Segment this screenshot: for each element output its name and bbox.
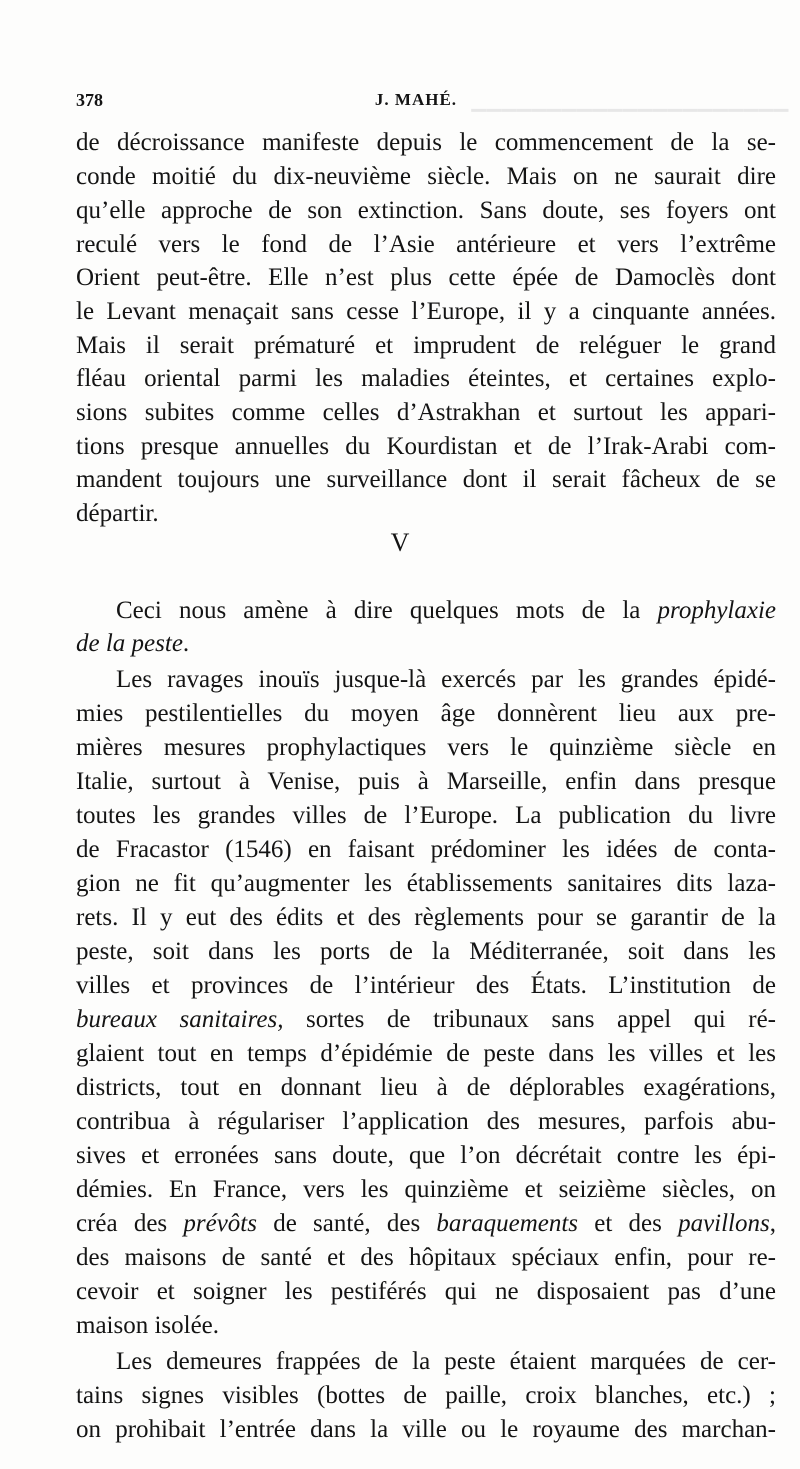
page-number: 378	[76, 90, 103, 110]
text-run: créa des	[76, 1210, 184, 1237]
text-line: toutes les grandes villes de l’Europe. La publication du livre	[76, 802, 776, 829]
text-line: mandent toujours une surveillance dont il serait fâcheux de se	[76, 466, 776, 493]
italic-term: bureaux sanitaires,	[76, 1006, 284, 1033]
text-line: Italie, surtout à Venise, puis à Marseille, enfin dans presque	[76, 768, 776, 795]
text-run: .	[182, 630, 190, 657]
text-line: cevoir et soigner les pestiférés qui ne disposaient pas d’une	[76, 1278, 776, 1305]
text-line: maison isolée.	[76, 1312, 220, 1339]
text-line: tains signes visibles (bottes de paille, croix blanches, etc.) ;	[76, 1382, 776, 1409]
text-line	[76, 628, 189, 660]
text-line: districts, tout en donnant lieu à de déplorables exagérations,	[76, 1074, 776, 1101]
text-line: qu’elle approche de son extinction. Sans doute, ses foyers ont	[76, 197, 776, 224]
text-line: Les ravages inouïs jusque-là exercés par les grandes épidé-	[116, 666, 776, 693]
text-run: sortes de tribunaux sans appel qui ré-	[283, 1006, 777, 1033]
text-line: villes et provinces de l’intérieur des États. L’institution de	[76, 972, 776, 999]
running-head	[76, 90, 756, 114]
text-line: peste, soit dans les ports de la Méditerranée, soit dans les	[76, 938, 776, 965]
text-line: Les demeures frappées de la peste étaient marquées de cer-	[116, 1348, 776, 1375]
text-line: Orient peut-être. Elle n’est plus cette épée de Damoclès dont	[76, 264, 776, 291]
text-line: fléau oriental parmi les maladies éteintes, et certaines explo-	[76, 365, 776, 392]
text-line: gion ne fit qu’augmenter les établissements sanitaires dits laza-	[76, 870, 776, 897]
italic-term: pavillons	[678, 1210, 770, 1237]
text-line	[116, 595, 776, 627]
text-line: contribua à régulariser l’application des mesures, parfois abu-	[76, 1108, 776, 1135]
text-line: glaient tout en temps d’épidémie de peste dans les villes et les	[76, 1040, 776, 1067]
text-line: on prohibait l’entrée dans la ville ou le royaume des marchan-	[76, 1416, 776, 1443]
italic-term: de la peste	[76, 630, 183, 657]
text-line: sives et erronées sans doute, que l’on décrétait contre les épi-	[76, 1142, 776, 1169]
text-line: de Fracastor (1546) en faisant prédominer les idées de conta-	[76, 836, 776, 863]
text-line: conde moitié du dix-neuvième siècle. Mais on ne saurait dire	[76, 163, 776, 190]
text-line	[76, 1208, 776, 1240]
section-heading: V	[390, 528, 410, 557]
text-line: Mais il serait prématuré et imprudent de reléguer le grand	[76, 332, 776, 359]
text-line: rets. Il y eut des édits et des règlements pour se garantir de la	[76, 904, 776, 931]
text-run: ,	[769, 1210, 776, 1237]
text-line: mières mesures prophylactiques vers le quinzième siècle en	[76, 734, 776, 761]
text-line: mies pestilentielles du moyen âge donnèrent lieu aux pre-	[76, 700, 776, 727]
show-through-heading: ▁▁▁▁▁▁▁▁▁▁▁▁▁▁▁▁▁▁▁▁▁	[470, 91, 788, 112]
running-title: J. MAHÉ.	[374, 90, 458, 109]
text-line: reculé vers le fond de l’Asie antérieure et vers l’extrême	[76, 231, 776, 258]
italic-term: baraquements	[436, 1210, 579, 1237]
text-run: et des	[578, 1210, 679, 1237]
text-line: des maisons de santé et des hôpitaux spéciaux enfin, pour re-	[76, 1244, 776, 1271]
text-run: de santé, des	[256, 1210, 437, 1237]
text-line: de décroissance manifeste depuis le commencement de la se-	[76, 129, 776, 156]
text-line: tions presque annuelles du Kourdistan et de l’Irak-Arabi com-	[76, 433, 776, 460]
italic-term: prévôts	[183, 1210, 257, 1237]
italic-term: prophylaxie	[657, 597, 776, 624]
text-line: démies. En France, vers les quinzième et seizième siècles, on	[76, 1176, 776, 1203]
text-line: départir.	[76, 500, 159, 527]
text-line: le Levant menaçait sans cesse l’Europe, il y a cinquante années.	[76, 298, 776, 325]
text-line	[76, 1004, 776, 1036]
text-line: sions subites comme celles d’Astrakhan et surtout les appari-	[76, 399, 776, 426]
text-run: Ceci nous amène à dire quelques mots de la	[116, 597, 658, 624]
